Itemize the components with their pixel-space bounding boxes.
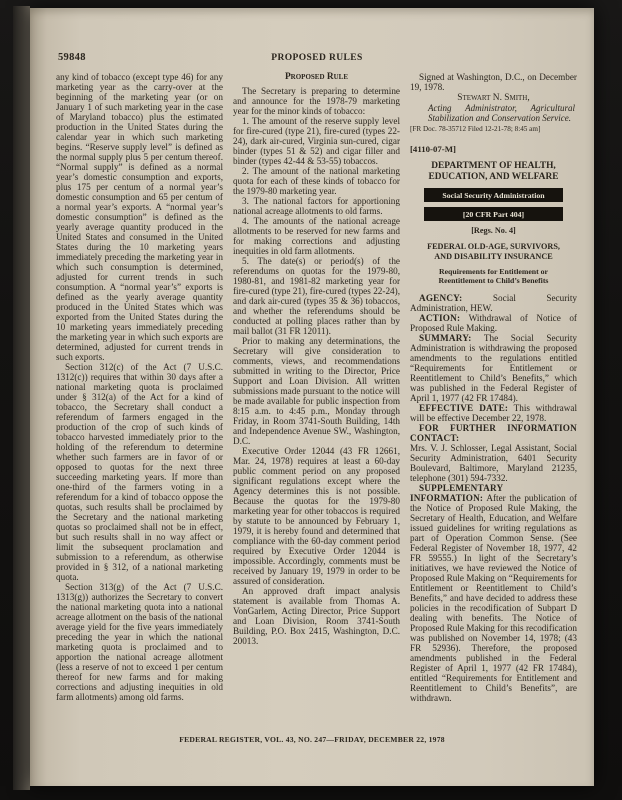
list-item: 3. The national factors for apportioning national acreage allotments to old farms. — [233, 196, 400, 216]
agency-bar: Social Security Administration — [424, 188, 563, 202]
subject-title: Requirements for Entitlement or Reentitlement to Child’s Benefits — [438, 267, 549, 285]
column-left — [56, 72, 223, 732]
list-item: 5. The date(s) or period(s) of the referendums on quotas for the 1979-80, 1980-81, and 1981-82 marketing year for fire-cured (type 21), fire-cured (types 22-24), and dark air-cured (types 35 & 36) tobaccos, and whether the referendums should be conducted at polling places rather than by mail ballot (31 FR 12011). — [233, 256, 400, 336]
list-item: 2. The amount of the national marketing quota for each of these kinds of tobacco for the 1979-80 marketing year. — [233, 166, 400, 196]
running-head: PROPOSED RULES — [271, 53, 363, 63]
supplementary-section — [410, 483, 577, 703]
column-middle — [233, 72, 400, 732]
list-item: 1. The amount of the reserve supply level for fire-cured (type 21), fire-cured (types 22-24), dark air-cured, Virginia sun-cured, cigar binder (types 51 & 52) and cigar filler and binder (types 42-44 & 53-55) tobaccos. — [233, 116, 400, 166]
effective-date-section — [410, 403, 577, 423]
paragraph: Prior to making any determinations, the Secretary will give consideration to comments, views, and recommendations submitted in writing to the Director, Price Support and Loan Division. All written submissions made pursuant to the notice will be made available for public inspection from 8:15 a.m. to 4:45 p.m., Monday through Friday, in Room 3741-South Building, 14th and Independence Avenue SW., Washington, D.C. — [233, 336, 400, 446]
section-text: After the publication of the Notice of Proposed Rule Making, the Secretary of Health, Education, and Welfare issued guidelines for writing regulations as part of Operation Common Sense. (See Federal Register of November 18, 1977, 42 FR 59555.) In light of the Secretary’s initiatives, we have reviewed the Notice of Proposed Rule Making on “Requirements for Entitlement or Reentitlement to Child’s Benefits,” and have decided to address these policies in the recodification of Subpart D dealing with benefits. The Notice of Proposed Rule Making for this recodification was published on November 14, 1978; (43 FR 52936). Therefore, the proposed amendments published in the Federal Register of April 1, 1977 (42 FR 17484), entitled “Requirements for Entitlement and Reentitlement to Child’s Benefits”, are withdrawn. — [410, 493, 577, 703]
summary-section — [410, 333, 577, 403]
section-text: Mrs. V. J. Schlosser, Legal Assistant, Social Security Administration, 6401 Security Boulevard, Baltimore, Maryland 21235, telephone (301) 594-7332. — [410, 443, 577, 483]
page-number: 59848 — [58, 52, 86, 63]
signer-name: Stewart N. Smith, — [457, 93, 530, 103]
cfr-part-bar: [20 CFR Part 404] — [424, 207, 563, 221]
section-label: EFFECTIVE DATE: — [419, 403, 509, 413]
paragraph: Section 313(g) of the Act (7 U.S.C. 1313(g)) authorizes the Secretary to convert the national marketing quota into a national acreage allotment on the basis of the national average yield for the five years immediately preceding the year in which the national marketing quota is proclaimed and to apportion the national acreage allotment (less a reserve of not to exceed 1 per centum thereof for new farms and for making corrections and adjusting inequities in old farm allotments) among old farms. — [56, 582, 223, 702]
section-label: AGENCY: — [419, 293, 463, 303]
list-item: 4. The amounts of the national acreage allotments to be reserved for new farms and for making corrections and adjusting inequities in old farm allotments. — [233, 216, 400, 256]
section-text: Social Security Administration, HEW. — [410, 293, 577, 313]
paragraph: Section 312(c) of the Act (7 U.S.C. 1312(c)) requires that within 30 days after a national marketing quota is proclaimed under § 312(a) of the Act for a kind of tobacco, the Secretary shall conduct a referendum of farmers engaged in the production of the crop of such kinds of tobacco harvested immediately prior to the holding of the referendum to determine whether such farmers are in favor of or opposed to quotas for the next three succeeding marketing years. If more than one-third of the farmers voting in a referendum for a kind of tobacco oppose the quotas, such results shall be proclaimed by the Secretary and the national marketing quotas so proclaimed shall not be in effect, but such results shall in no way affect or limit the subsequent proclamation and submission to a referendum, as otherwise provided in § 312, of a national marketing quota. — [56, 362, 223, 582]
department-heading: DEPARTMENT OF HEALTH, EDUCATION, AND WELFARE — [428, 161, 559, 182]
text-columns — [56, 72, 578, 732]
proposed-rule-heading: Proposed Rule — [284, 72, 349, 82]
column-right — [410, 72, 577, 732]
section-text: The Social Security Administration is withdrawing the proposed amendments to the regulations entitled “Requirements for Entitlement or Reentitlement to Child’s Benefits,” which was published in the Federal Register of April 1, 1977 (42 FR 17484). — [410, 333, 577, 403]
section-label: SUMMARY: — [419, 333, 472, 343]
signature-date-line: Signed at Washington, D.C., on December 19, 1978. — [410, 72, 577, 92]
agency-section — [410, 293, 577, 313]
section-text: Withdrawal of Notice of Proposed Rule Making. — [410, 313, 577, 333]
program-title: FEDERAL OLD-AGE, SURVIVORS, AND DISABILITY INSURANCE — [427, 242, 560, 261]
section-label: ACTION: — [419, 313, 461, 323]
action-section — [410, 313, 577, 333]
section-label: FOR FURTHER INFORMATION CONTACT: — [410, 423, 577, 443]
billing-code: [4110-07-M] — [410, 144, 456, 154]
document-page — [30, 8, 594, 786]
signer-title: Acting Administrator, Agricultural Stabilization and Conservation Service. — [428, 103, 575, 123]
paragraph: The Secretary is preparing to determine and announce for the 1978-79 marketing year for the minor kinds of tobacco: — [233, 86, 400, 116]
paragraph: An approved draft impact analysis statement is available from Thomas A. VonGarlem, Acting Director, Price Support and Loan Division, Room 3741-South Building, P.O. Box 2415, Washington, D.C. 20013. — [233, 586, 400, 646]
regs-number: [Regs. No. 4] — [471, 226, 516, 235]
section-text: This withdrawal will be effective December 22, 1978. — [410, 403, 578, 423]
page-footer: FEDERAL REGISTER, VOL. 43, NO. 247—FRIDAY, DECEMBER 22, 1978 — [179, 735, 445, 744]
adjacent-page-edge — [13, 6, 30, 790]
fr-doc-line: [FR Doc. 78-35712 Filed 12-21-78; 8:45 am] — [410, 125, 541, 133]
contact-section — [410, 423, 577, 483]
paragraph: any kind of tobacco (except type 46) for any marketing year as the carry-over at the beginning of the marketing year (or on January 1 of such marketing year in the case of Maryland tobacco) plus the estimated production in the United States during the calendar year in which such marketing begins. “Reserve supply level” is defined as the normal supply plus 5 per centum thereof. “Normal supply” is defined as a normal year’s domestic consumption and exports, plus 175 per centum of a normal year’s domestic consumption and 65 per centum of a normal year’s exports. A “normal year’s domestic consumption” is defined as the yearly average quantity produced in the United States and consumed in the United States during the 10 marketing years immediately preceding the marketing year in which such consumption is determined, adjusted for current trends in such consumption. A “normal year’s” exports is defined as the yearly average quantity produced in the United States which was exported from the United States during the 10 marketing years immediately preceding the marketing year in which such exports are determined, adjusted for current trends in such exports. — [56, 72, 223, 362]
page-header — [56, 52, 578, 67]
paragraph: Executive Order 12044 (43 FR 12661, Mar. 24, 1978) requires at least a 60-day public comment period on any proposed significant regulations except where the Agency determines this is not possible. Because the quotas for the 1979-80 marketing year for other tobaccos is required by statute to be announced by February 1, 1979, it is hereby found and determined that compliance with the 60-day comment period required by Executive Order 12044 is impossible. Accordingly, comments must be received by January 19, 1979 in order to be assured of consideration. — [233, 446, 400, 586]
section-label: SUPPLEMENTARY INFORMATION: — [410, 483, 504, 503]
